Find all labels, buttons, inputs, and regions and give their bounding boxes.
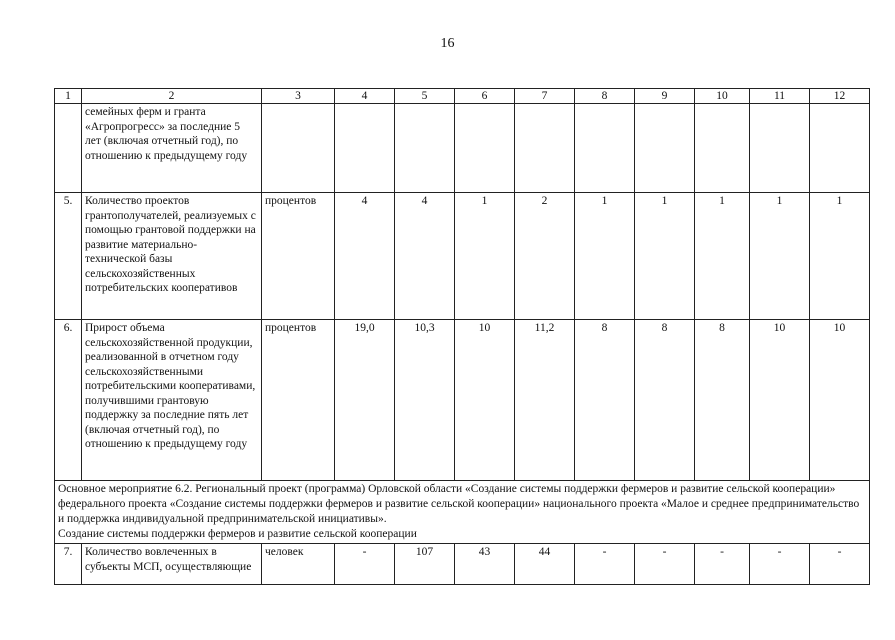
row-number [55,104,82,193]
column-number-header: 4 [335,89,395,104]
row-number: 7. [55,544,82,585]
value-cell: 19,0 [335,320,395,481]
column-number-header: 1 [55,89,82,104]
table-row [55,104,870,193]
column-number-header: 12 [810,89,870,104]
value-cell: - [335,544,395,585]
value-cell: 1 [575,193,635,320]
value-cell: 1 [455,193,515,320]
section-heading-cell [55,481,870,544]
value-cell: - [750,544,810,585]
table-row [55,544,870,585]
value-cell: - [810,544,870,585]
value-cell: 1 [695,193,750,320]
value-cell: 1 [810,193,870,320]
value-cell: 1 [750,193,810,320]
value-cell [575,104,635,193]
value-cell: 4 [395,193,455,320]
value-cell: 8 [695,320,750,481]
column-number-header: 5 [395,89,455,104]
value-cell [515,104,575,193]
value-cell [395,104,455,193]
column-number-header: 6 [455,89,515,104]
value-cell: 1 [635,193,695,320]
page-number: 16 [440,36,455,51]
unit-cell: процентов [262,320,335,481]
indicator-name: семейных ферм и гранта «Агропрогресс» за последние 5 лет (включая отчетный год), по отношению к предыдущему году [82,104,262,193]
indicators-table [54,88,870,585]
column-number-header: 8 [575,89,635,104]
column-number-header: 10 [695,89,750,104]
value-cell: 10 [810,320,870,481]
table-row [55,193,870,320]
column-number-header: 2 [82,89,262,104]
table-row [55,320,870,481]
unit-cell: человек [262,544,335,585]
value-cell: 8 [575,320,635,481]
section-title: Основное мероприятие 6.2. Региональный проект (программа) Орловской области «Создание системы поддержки фермеров и развитие сельской кооперации» федерального проекта «Создание системы поддержки фермеров и развитие сельской кооперации» национального проекта «Малое и среднее предпринимательство и поддержка индивидуальной предпринимательской инициативы». [58,483,860,525]
value-cell: 43 [455,544,515,585]
section-subtitle: Создание системы поддержки фермеров и развитие сельской кооперации [58,528,417,540]
value-cell [635,104,695,193]
value-cell: 44 [515,544,575,585]
value-cell [810,104,870,193]
row-number: 5. [55,193,82,320]
value-cell: - [575,544,635,585]
value-cell: 11,2 [515,320,575,481]
value-cell [695,104,750,193]
indicator-name: Количество вовлеченных в субъекты МСП, осуществляющие [82,544,262,585]
value-cell: 10 [750,320,810,481]
value-cell [455,104,515,193]
indicator-name: Количество проектов грантополучателей, реализуемых с помощью грантовой поддержки на развитие материально-технической базы сельскохозяйственных потребительских кооперативов [82,193,262,320]
value-cell: 107 [395,544,455,585]
value-cell: - [695,544,750,585]
indicator-name: Прирост объема сельскохозяйственной продукции, реализованной в отчетном году сельскохозяйственными потребительскими кооперативами, получившими грантовую поддержку за последние пять лет (включая отчетный год), по отношению к предыдущему году [82,320,262,481]
value-cell: - [635,544,695,585]
value-cell: 2 [515,193,575,320]
column-number-header: 9 [635,89,695,104]
value-cell [335,104,395,193]
column-number-header: 3 [262,89,335,104]
value-cell [750,104,810,193]
value-cell: 8 [635,320,695,481]
unit-cell [262,104,335,193]
section-row [55,481,870,544]
value-cell: 10,3 [395,320,455,481]
row-number: 6. [55,320,82,481]
unit-cell: процентов [262,193,335,320]
value-cell: 4 [335,193,395,320]
column-number-header: 7 [515,89,575,104]
column-number-header: 11 [750,89,810,104]
value-cell: 10 [455,320,515,481]
column-number-row [55,89,870,104]
